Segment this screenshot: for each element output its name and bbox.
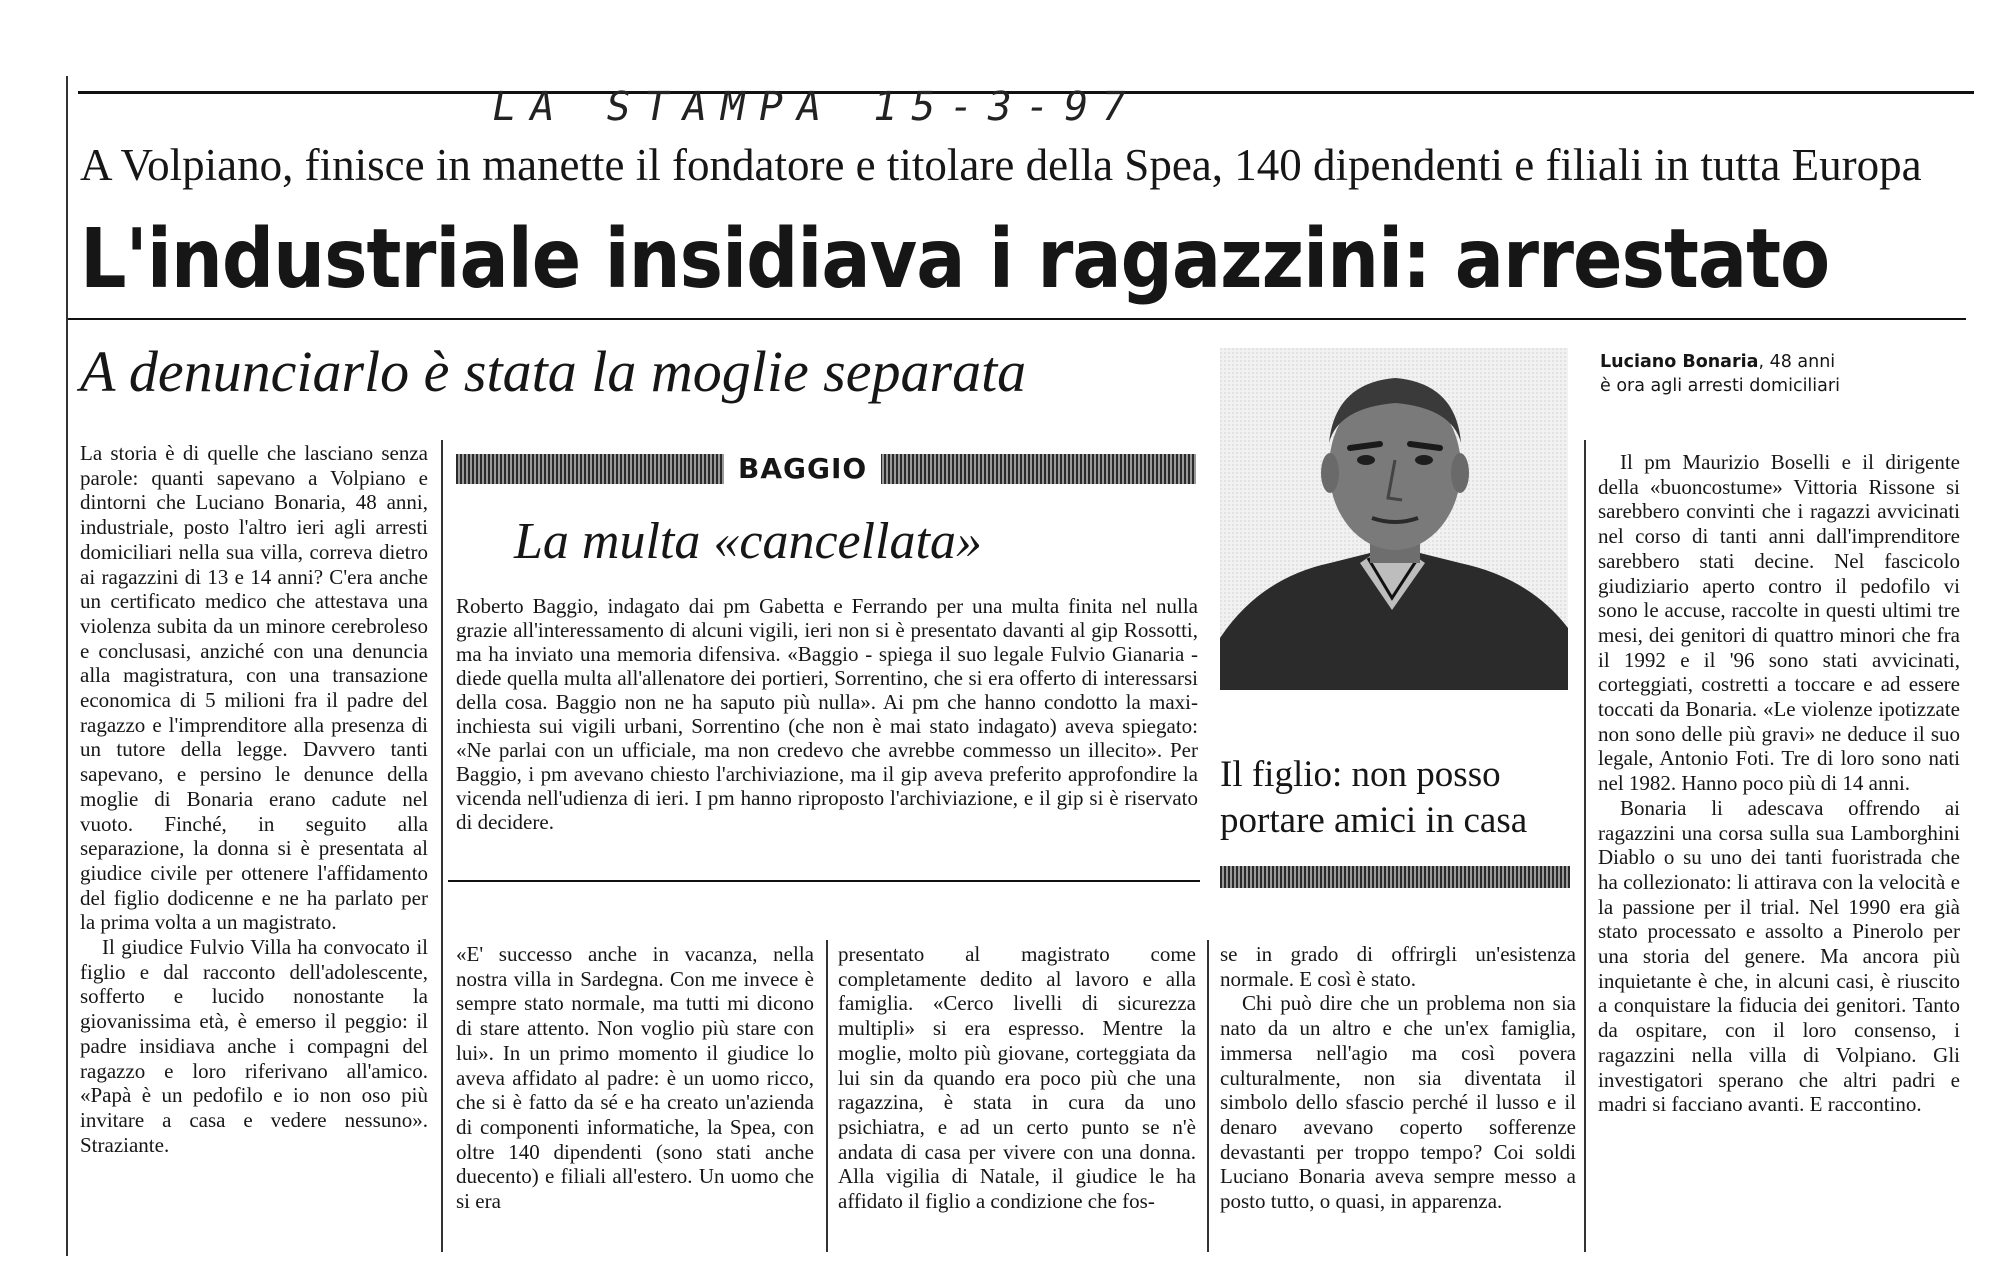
- article-column-5: [1598, 450, 1960, 1117]
- paragraph: Roberto Baggio, indagato dai pm Gabetta e Ferrando per una multa finita nel nulla grazie all'interessamento di alcuni vigili, ieri non si è presentato davanti al gip Rossotti, ma ha inviato una memoria difensiva. «Baggio - spiega il suo legale Fulvio Gianaria - diede quella multa all'allenatore dei portieri, Sorrentino, che si era offerto di interessarsi della cosa. Baggio non ne ha saputo più nulla». Ai pm che hanno condotto la maxi-inchiesta sui vigili urbani, Sorrentino (che non è mai stato indagato) aveva spiegato: «Ne parlai con un ufficiale, ma non credevo che avrebbe commesso un illecito». Per Baggio, i pm avevano chiesto l'archiviazione, ma il gip aveva preferito approfondire la vicenda nell'udienza di ieri. I pm hanno riproposto l'archiviazione, e il gip si è riservato di decidere.: [456, 594, 1198, 834]
- column-separator: [441, 440, 443, 1252]
- article-column-4: [1220, 942, 1576, 1214]
- column-separator: [1584, 440, 1586, 1252]
- caption-line2: è ora agli arresti domiciliari: [1600, 376, 1840, 396]
- paragraph: Il giudice Fulvio Villa ha convocato il figlio e dal racconto dell'adolescente, sofferto e lucido nonostante la giovanissima età, è emerso il peggio: il padre insidiava anche i compagni del ragazzo e loro riferivano all'amico. «Papà è un pedofilo e io non oso più invitare a casa e vedere nessuno». Straziante.: [80, 935, 428, 1157]
- column-separator: [826, 940, 828, 1252]
- paragraph: La storia è di quelle che lasciano senza parole: quanti sapevano a Volpiano e dintorni che Luciano Bonaria, 48 anni, industriale, posto l'altro ieri agli arresti domiciliari nella sua villa, correva dietro ai ragazzini di 13 e 14 anni? C'era anche un certificato medico che attestava una violenza subita da un minore cerebroleso e conclusasi, anziché con una denuncia alla magistratura, con una transazione economica di 5 milioni fra il padre del ragazzo e l'imprenditore alla presenza di un tutore della legge. Davvero tanti sapevano, e persino le denunce della moglie di Bonaria erano cadute nel vuoto. Finché, in seguito alla separazione, la donna si è presentata al giudice civile per ottenere l'affidamento del figlio dodicenne e ne ha parlato per la prima volta a un magistrato.: [80, 441, 428, 935]
- pull-quote: Il figlio: non posso portare amici in casa: [1220, 754, 1528, 841]
- article-column-2: [456, 942, 814, 1214]
- kicker: A Volpiano, finisce in manette il fondatore e titolare della Spea, 140 dipendenti e filiali in tutta Europa: [80, 140, 1922, 190]
- paragraph: presentato al magistrato come completamente dedito al lavoro e alla famiglia. «Cerco livelli di sicurezza multipli» si era espresso. Mentre la moglie, molto più giovane, corteggiata da lui sin da quando era poco più che una ragazzina, è stata in cura da uno psichiatra, e ad un certo punto se n'è andata di casa per vivere con una donna. Alla vigilia di Natale, il giudice le ha affidato il figlio a condizione che fos-: [838, 942, 1196, 1214]
- headline: L'industriale insidiava i ragazzini: arrestato: [80, 212, 1830, 308]
- caption-name: Luciano Bonaria: [1600, 352, 1759, 372]
- paragraph: se in grado di offrirgli un'esistenza normale. E così è stato.: [1220, 942, 1576, 991]
- paragraph: Chi può dire che un problema non sia nato da un altro e che un'ex famiglia, immersa nell'agio ma così povera culturalmente, non sia diventata il simbolo dello sfascio perché il lusso e il denaro avevano coperto sofferenze devastanti per troppo tempo? Coi soldi Luciano Bonaria aveva sempre messo a posto tutto, o quasi, in apparenza.: [1220, 991, 1576, 1214]
- photo-caption: [1600, 350, 1900, 398]
- paragraph: «E' successo anche in vacanza, nella nostra villa in Sardegna. Con me invece è sempre stato normale, ma tutti mi dicono di stare attento. Non voglio più stare con lui». In un primo momento il giudice lo aveva affidato al padre: è un uomo ricco, che si è fatto da sé e ha creato un'azienda di componenti informatiche, la Spea, con oltre 140 dipendenti (sono stati anche duecento) e filiali all'estero. Un uomo che si era: [456, 942, 814, 1214]
- paragraph: Bonaria li adescava offrendo ai ragazzini una corsa sulla sua Lamborghini Diablo o su uno dei tanti fuoristrada che ha collezionato: li attirava con la velocità e la passione per il trial. Nel 1990 era già stato processato e assolto a Pinerolo per una storia del genere. Ma ancora più inquietante è che, in alcuni casi, è riuscito a conquistare la fiducia dei genitori. Tanto da ospitare, con il loro consenso, i ragazzini nella villa di Volpiano. Gli investigatori sperano che altri padri e madri si facciano avanti. E raccontino.: [1598, 795, 1960, 1117]
- sidebar-bottom-rule: [448, 880, 1200, 882]
- article-column-3: [838, 942, 1196, 1214]
- sidebar-tag: BAGGIO: [724, 452, 881, 485]
- portrait-photo: [1220, 348, 1568, 690]
- sidebar-title: La multa «cancellata»: [514, 513, 982, 570]
- article-column-1: [80, 441, 428, 1157]
- pull-quote-bar: [1220, 866, 1570, 888]
- left-border: [66, 76, 68, 1256]
- sidebar-body: [456, 594, 1198, 834]
- caption-age: , 48 anni: [1758, 352, 1836, 372]
- paragraph: Il pm Maurizio Boselli e il dirigente della «buoncostume» Vittoria Rissone si sarebbero convinti che i ragazzi avvicinati nel corso di tanti anni dall'imprenditore sarebbero stati decine. Nel fascicolo giudiziario aperto contro il pedofilo vi sono le accuse, raccolte in questi ultimi tre mesi, dei genitori di quattro minori che fra il 1992 e il '96 sono stati avvicinati, corteggiati, costretti a toccare e ad essere toccati da Bonaria. «Le violenze ipotizzate non sono delle più gravi» ne deduce il suo legale, Antonio Foti. Tre di loro sono nati nel 1982. Hanno poco più di 14 anni.: [1598, 450, 1960, 796]
- handwritten-clipping-note: LA STAMPA 15-3-97: [487, 84, 1144, 130]
- headline-rule: [66, 318, 1966, 320]
- portrait-image: [1220, 348, 1568, 690]
- column-separator: [1207, 940, 1209, 1252]
- subhead: A denunciarlo è stata la moglie separata: [80, 339, 1027, 404]
